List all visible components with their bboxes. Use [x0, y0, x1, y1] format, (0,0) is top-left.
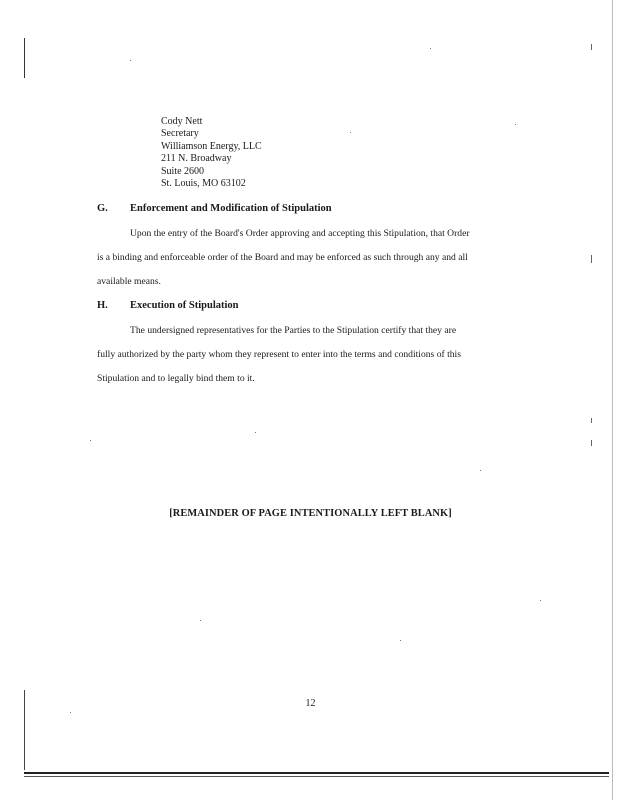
scan-speck — [200, 620, 201, 621]
scan-edge-bottom-inner — [24, 776, 609, 777]
section-g-line: available means. — [97, 276, 161, 287]
scan-speck — [540, 600, 541, 601]
address-line: Cody Nett — [161, 116, 203, 127]
scan-speck — [400, 640, 401, 641]
scan-mark — [591, 418, 592, 423]
address-line: 211 N. Broadway — [161, 153, 232, 165]
section-h-heading — [97, 300, 239, 311]
scan-speck — [70, 712, 71, 713]
address-line: Suite 2600 — [161, 165, 205, 177]
scan-speck — [350, 132, 351, 133]
section-g-letter: G. — [97, 203, 108, 214]
section-g-line: is a binding and enforceable order of the Board and may be enforced as such through any and all — [97, 252, 468, 263]
page-number: 12 — [305, 698, 316, 709]
scan-speck — [515, 124, 516, 125]
scan-speck — [255, 432, 256, 433]
section-h-letter: H. — [97, 300, 108, 311]
scan-edge-bottom — [24, 772, 609, 774]
scan-speck — [90, 440, 91, 441]
address-block — [161, 116, 262, 190]
scan-mark — [591, 255, 592, 263]
section-h-line: fully authorized by the party whom they represent to enter into the terms and conditions of this — [97, 349, 461, 360]
scan-speck — [480, 470, 481, 471]
scan-edge-right — [612, 0, 613, 800]
scan-mark — [591, 440, 592, 446]
address-line: St. Louis, MO 63102 — [161, 178, 246, 190]
address-line: Secretary — [161, 128, 199, 140]
scan-speck — [430, 48, 431, 49]
section-h-title: Execution of Stipulation — [130, 300, 239, 311]
remainder-notice: [REMAINDER OF PAGE INTENTIONALLY LEFT BLANK] — [169, 508, 452, 519]
section-h-line: Stipulation and to legally bind them to it. — [97, 373, 255, 384]
scan-edge-left — [24, 38, 25, 78]
section-h-line: The undersigned representatives for the Parties to the Stipulation certify that they are — [130, 325, 457, 336]
section-g-heading — [97, 203, 332, 214]
address-line: Williamson Energy, LLC — [161, 140, 262, 152]
section-g-line: Upon the entry of the Board's Order approving and accepting this Stipulation, that Order — [130, 228, 470, 239]
scan-speck — [130, 60, 131, 61]
section-g-title: Enforcement and Modification of Stipulation — [130, 203, 332, 214]
scan-mark — [591, 44, 592, 50]
